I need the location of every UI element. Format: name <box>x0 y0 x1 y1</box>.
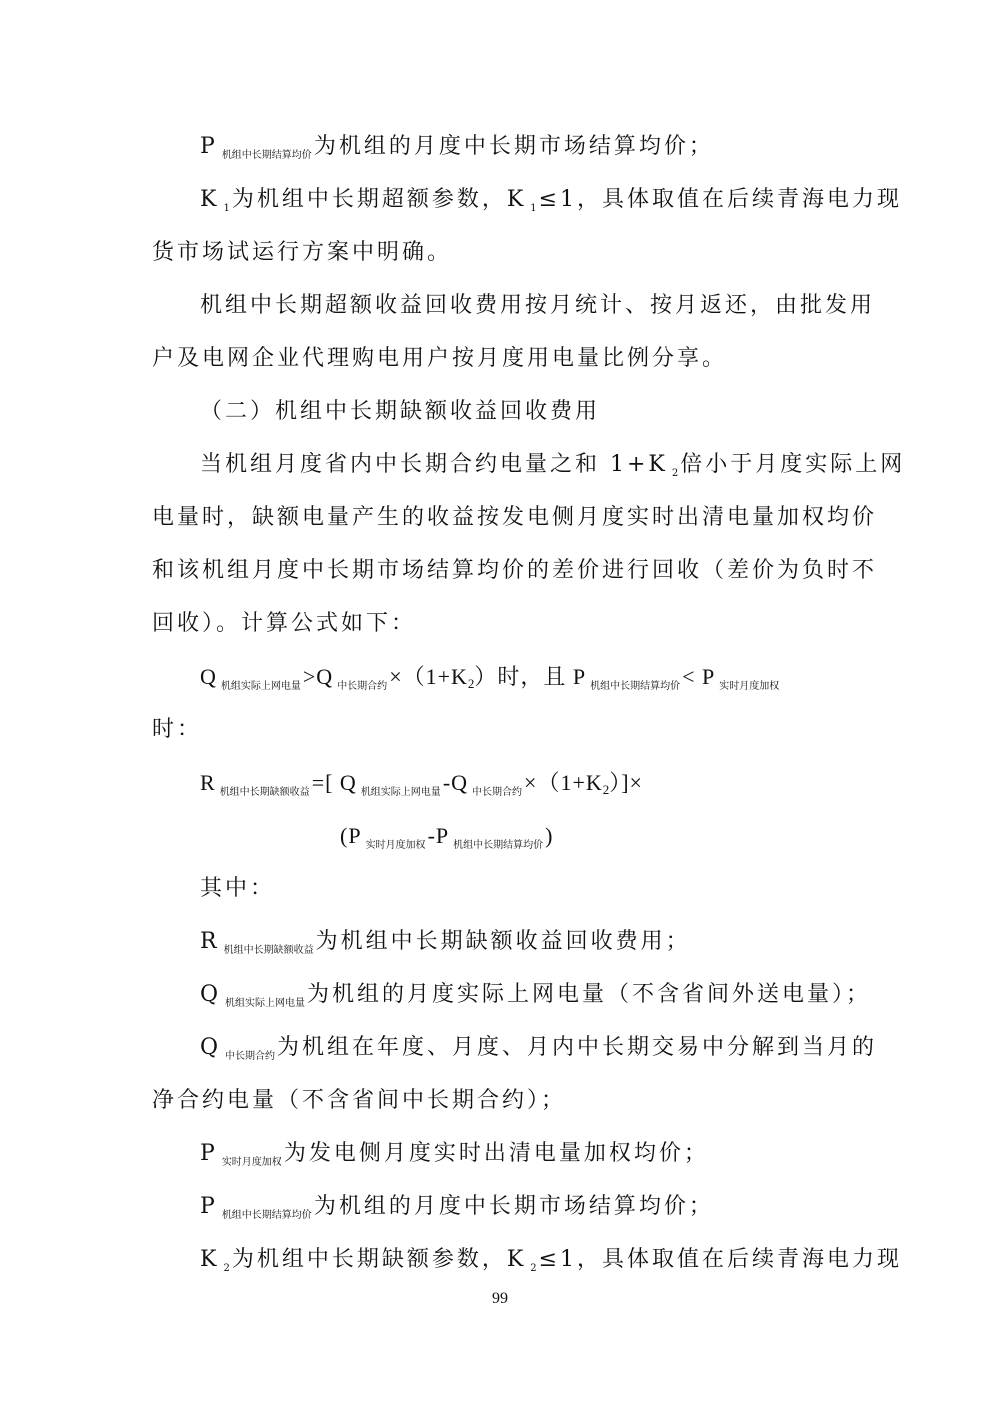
paragraph-line: K $_1$为机组中长期超额参数，K $_1$≤1，具体取值在后续青海电力现 <box>200 187 903 214</box>
paragraph-line: 时： <box>152 717 203 742</box>
paragraph-line: 回收）。计算公式如下： <box>152 611 417 636</box>
formula-continuation: (P $_{实时月度加权}$-P $_{机组中长期结算均价}$) <box>340 823 554 851</box>
paragraph-line: 和该机组月度中长期市场结算均价的差价进行回收（差价为负时不 <box>152 558 878 583</box>
paragraph-line: 货市场试运行方案中明确。 <box>152 240 453 265</box>
paragraph-line: 电量时，缺额电量产生的收益按发电侧月度实时出清电量加权均价 <box>152 505 878 530</box>
paragraph-line: P $_{机组中长期结算均价}$为机组的月度中长期市场结算均价； <box>200 134 714 161</box>
page-number: 99 <box>492 1290 508 1307</box>
formula-main: R $_{机组中长期缺额收益}$=[ Q $_{机组实际上网电量}$-Q $_{中长期合约}$×（1+K2）]× <box>200 770 643 798</box>
definition-line: P $_{机组中长期结算均价}$为机组的月度中长期市场结算均价； <box>200 1194 714 1221</box>
paragraph-line: 户及电网企业代理购电用户按月度用电量比例分享。 <box>152 346 728 371</box>
section-heading: （二）机组中长期缺额收益回收费用 <box>200 399 601 424</box>
definition-line: Q $_{机组实际上网电量}$为机组的月度实际上网电量（不含省间外送电量）； <box>200 982 872 1009</box>
paragraph-line: 机组中长期超额收益回收费用按月统计、按月返还，由批发用 <box>200 293 876 318</box>
definition-line: Q $_{中长期合约}$为机组在年度、月度、月内中长期交易中分解到当月的 <box>200 1035 878 1062</box>
definition-line: K $_2$为机组中长期缺额参数，K $_2$≤1，具体取值在后续青海电力现 <box>200 1247 903 1274</box>
formula-condition: Q $_{机组实际上网电量}$>Q $_{中长期合约}$×（1+K2）时，且 P $_{机组中长期结算均价}$< P $_{实时月度加权}$ <box>200 664 780 692</box>
paragraph-line: 当机组月度省内中长期合约电量之和 1+K $_2$倍小于月度实际上网 <box>200 452 906 479</box>
definition-line: R $_{机组中长期缺额收益}$为机组中长期缺额收益回收费用； <box>200 929 691 956</box>
paragraph-line: 净合约电量（不含省间中长期合约）； <box>152 1088 567 1113</box>
definition-line: P $_{实时月度加权}$为发电侧月度实时出清电量加权均价； <box>200 1141 709 1168</box>
paragraph-line: 其中： <box>200 876 276 901</box>
